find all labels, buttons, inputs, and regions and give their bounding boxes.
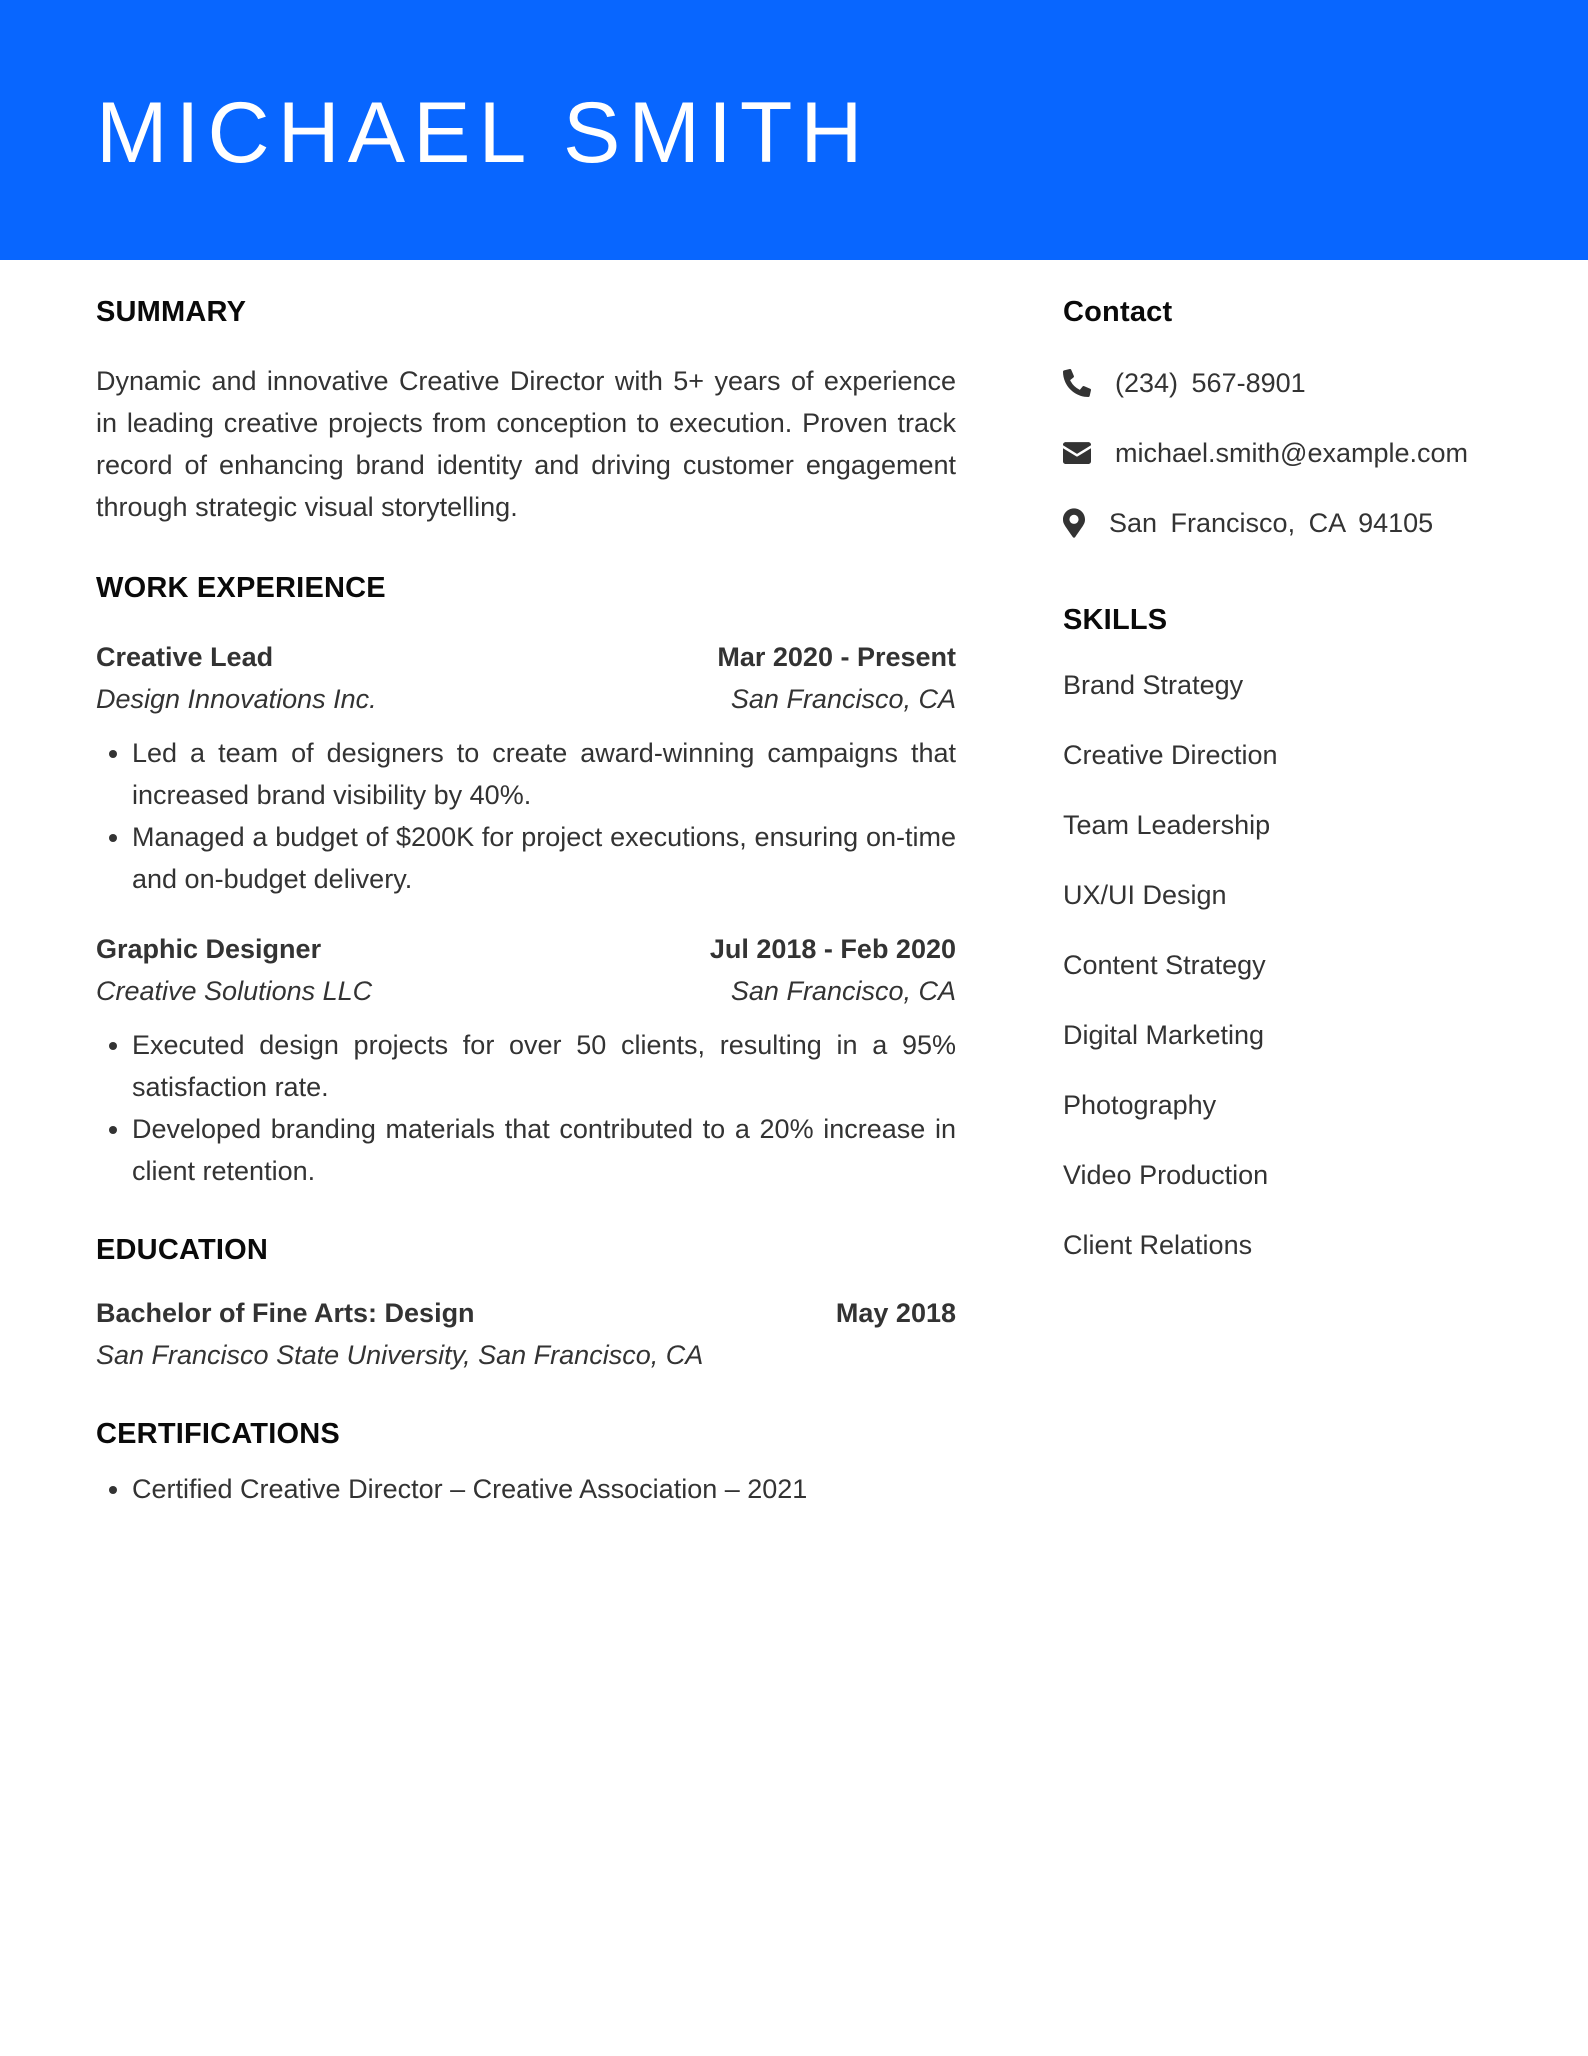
job-bullet: • Led a team of designers to create award-winning campaigns that increased brand visibility by 40%.	[132, 732, 956, 816]
skills-list	[1063, 664, 1523, 1266]
job-bullets	[96, 732, 956, 900]
main-column	[96, 290, 956, 1510]
contact-email	[1063, 432, 1523, 474]
skill-item: UX/UI Design	[1063, 880, 1227, 910]
job-company: Design Innovations Inc.	[96, 684, 377, 714]
education-date: May 2018	[835, 1298, 956, 1328]
sidebar-column	[1063, 290, 1523, 1294]
job-header-row	[96, 928, 956, 970]
contact-phone	[1063, 362, 1523, 404]
skill-item: Content Strategy	[1063, 950, 1266, 980]
job-entry	[96, 636, 956, 900]
education-header-row	[96, 1292, 956, 1334]
education-school-row	[96, 1334, 956, 1376]
skill-item: Digital Marketing	[1063, 1020, 1265, 1050]
job-bullet: • Managed a budget of $200K for project executions, ensuring on-time and on-budget delivery.	[132, 816, 956, 900]
summary-text: Dynamic and innovative Creative Director with 5+ years of experience in leading creative projects from conception to execution. Proven track record of enhancing brand identity and driving customer engagement through strategic visual storytelling.	[96, 366, 956, 522]
skill-item: Brand Strategy	[1063, 670, 1244, 700]
job-dates: Jul 2018 - Feb 2020	[709, 934, 956, 964]
phone-number[interactable]: (234) 567-8901	[1115, 367, 1306, 398]
work-experience-heading: WORK EXPERIENCE	[96, 572, 386, 604]
contact-address	[1063, 502, 1523, 544]
job-entry	[96, 928, 956, 1192]
job-location: San Francisco, CA	[730, 684, 956, 714]
skills-heading: SKILLS	[1063, 604, 1168, 636]
education-entry	[96, 1292, 956, 1376]
skill-item: Creative Direction	[1063, 740, 1278, 770]
map-marker-icon	[1063, 508, 1087, 538]
email-address[interactable]: michael.smith@example.com	[1115, 437, 1469, 468]
job-title: Creative Lead	[96, 642, 274, 672]
candidate-name: MICHAEL SMITH	[96, 85, 871, 181]
degree: Bachelor of Fine Arts: Design	[96, 1298, 475, 1328]
job-company-row	[96, 970, 956, 1012]
education-heading: EDUCATION	[96, 1234, 269, 1266]
job-dates: Mar 2020 - Present	[717, 642, 956, 672]
address: San Francisco, CA 94105	[1109, 507, 1434, 538]
header-banner	[0, 0, 1588, 260]
contact-list	[1063, 362, 1523, 544]
job-bullet: • Developed branding materials that contributed to a 20% increase in client retention.	[132, 1108, 956, 1192]
job-title: Graphic Designer	[96, 934, 322, 964]
job-bullets	[96, 1024, 956, 1192]
certifications-heading: CERTIFICATIONS	[96, 1418, 340, 1450]
certification-item: • Certified Creative Director – Creative Association – 2021	[132, 1468, 956, 1510]
contact-heading: Contact	[1063, 296, 1173, 328]
job-company: Creative Solutions LLC	[96, 976, 373, 1006]
job-company-row	[96, 678, 956, 720]
job-location: San Francisco, CA	[730, 976, 956, 1006]
envelope-icon	[1063, 438, 1093, 468]
phone-icon	[1063, 368, 1093, 398]
school: San Francisco State University, San Francisco, CA	[96, 1340, 704, 1370]
summary-heading: SUMMARY	[96, 296, 247, 328]
certifications-list	[96, 1468, 956, 1510]
job-bullet: • Executed design projects for over 50 clients, resulting in a 95% satisfaction rate.	[132, 1024, 956, 1108]
skill-item: Team Leadership	[1063, 810, 1271, 840]
skill-item: Photography	[1063, 1090, 1217, 1120]
skill-item: Video Production	[1063, 1160, 1269, 1190]
skill-item: Client Relations	[1063, 1230, 1253, 1260]
job-header-row	[96, 636, 956, 678]
